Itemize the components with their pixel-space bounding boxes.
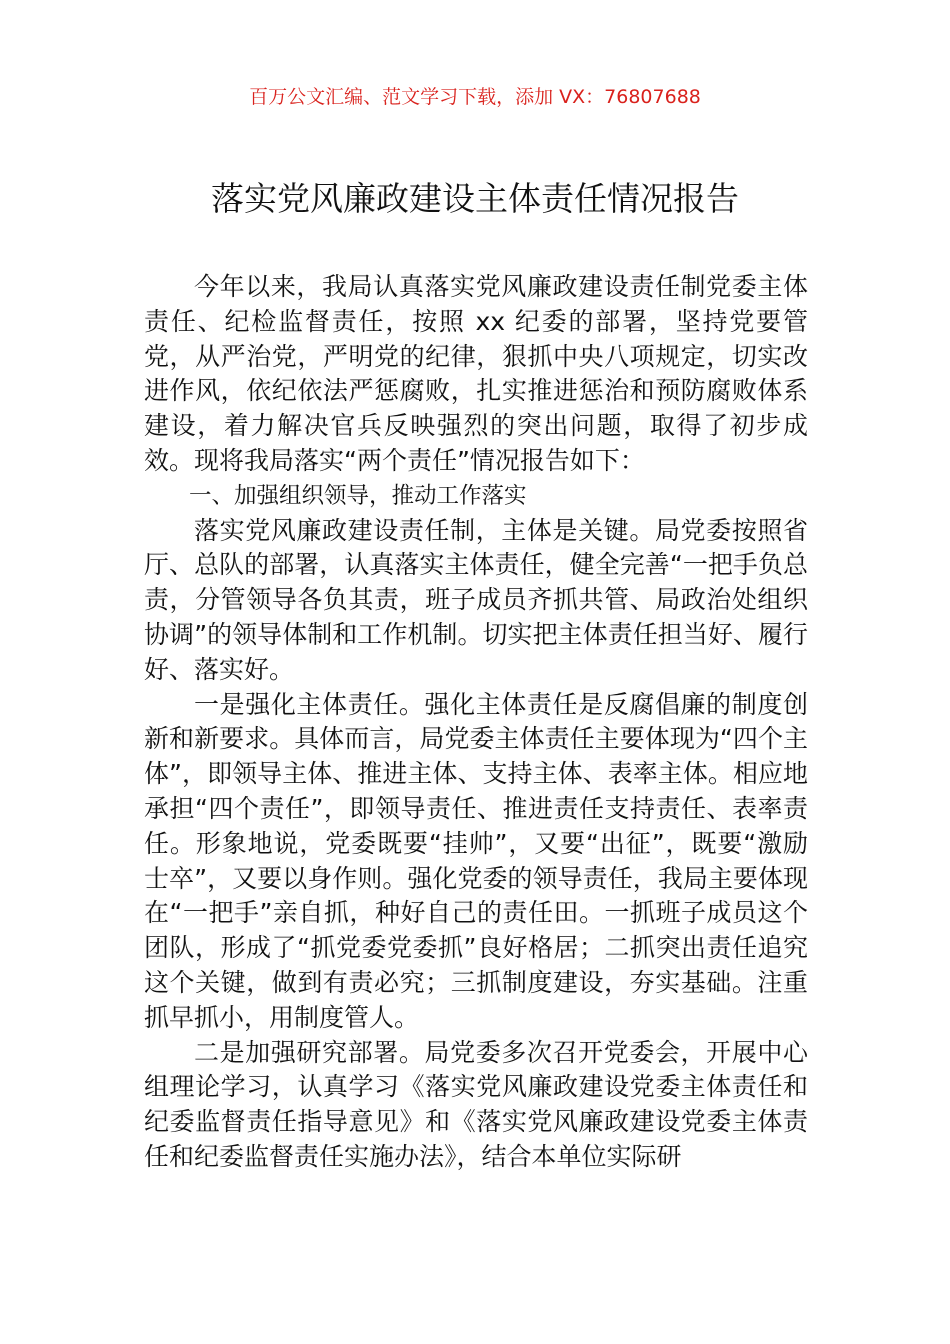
header-banner: 百万公文汇编、范文学习下载，添加 VX：76807688 bbox=[249, 86, 701, 108]
section-heading-1: 一、加强组织领导，推动工作落实 bbox=[189, 482, 527, 509]
document-title: 落实党风廉政建设主体责任情况报告 bbox=[211, 179, 739, 218]
paragraph-point-1: 一是强化主体责任。强化主体责任是反腐倡廉的制度创新和新要求。具体而言，局党委主体责任主要体现为“四个主体”，即领导主体、推进主体、支持主体、表率主体。相应地承担“四个责任”，即领导责任、推进责任支持责任、表率责任。形象地说，党委既要“挂帅”，又要“出征”，既要“激励士卒”，又要以身作则。强化党委的领导责任，我局主要体现在“一把手”亲自抓，种好自己的责任田。一抓班子成员这个团队，形成了“抓党委党委抓”良好格居；二抓突出责任追究这个关键，做到有责必究；三抓制度建设，夯实基础。注重抓早抓小，用制度管人。 bbox=[144, 689, 808, 1032]
paragraph-section-1: 落实党风廉政建设责任制，主体是关键。局党委按照省厅、总队的部署，认真落实主体责任，健全完善“一把手负总责，分管领导各负其责，班子成员齐抓共管、局政治处组织协调”的领导体制和工作机制。切实把主体责任担当好、履行好、落实好。 bbox=[144, 515, 808, 684]
paragraph-intro: 今年以来，我局认真落实党风廉政建设责任制党委主体责任、纪检监督责任，按照 xx 纪委的部署，坚持党要管党，从严治党，严明党的纪律，狠抓中央八项规定，切实改进作风，依纪依法严惩腐败，扎实推进惩治和预防腐败体系建设，着力解决官兵反映强烈的突出问题，取得了初步成效。现将我局落实“两个责任”情况报告如下： bbox=[144, 272, 808, 475]
document-body bbox=[144, 270, 808, 1175]
paragraph-point-2: 二是加强研究部署。局党委多次召开党委会，开展中心组理论学习，认真学习《落实党风廉政建设党委主体责任和纪委监督责任指导意见》和《落实党风廉政建设党委主体责任和纪委监督责任实施办法》，结合本单位实际研 bbox=[144, 1037, 808, 1171]
